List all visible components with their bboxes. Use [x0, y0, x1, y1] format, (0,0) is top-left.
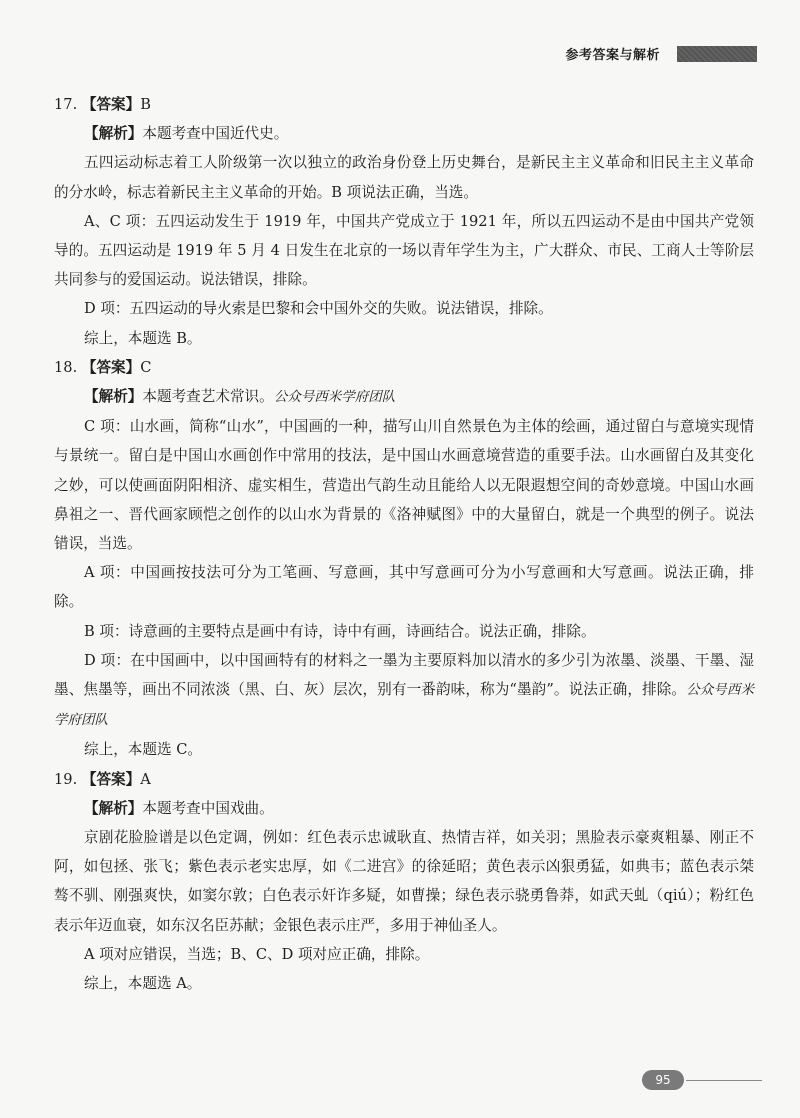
header-title: 参考答案与解析 — [565, 48, 660, 63]
q19-summary: 综上，本题选 A。 — [84, 975, 202, 993]
q18-analysis-line — [54, 382, 754, 412]
q17-analysis-line — [54, 119, 754, 148]
q18-analysis-label: 【解析】 — [84, 388, 143, 406]
q19-paragraph-1: 京剧花脸脸谱是以色定调，例如：红色表示忠诚耿直、热情吉祥，如关羽；黑脸表示豪爽粗暴、刚正不阿，如包拯、张飞；紫色表示老实忠厚，如《二进宫》的徐延昭；黄色表示凶狠勇猛，如典韦；蓝色表示桀骜不驯、刚强爽快，如窦尔敦；白色表示奸诈多疑，如曹操；绿色表示骁勇鲁莽，如武天虬（qiú）；粉红色表示年迈血衰，如东汉名臣苏献；金银色表示庄严，多用于神仙圣人。 — [54, 829, 754, 934]
q19-number: 19. — [54, 770, 78, 788]
q17-paragraph-1: 五四运动标志着工人阶级第一次以独立的政治身份登上历史舞台，是新民主主义革命和旧民主主义革命的分水岭，标志着新民主主义革命的开始。B 项说法正确，当选。 — [54, 154, 754, 201]
q18-number: 18. — [54, 358, 78, 376]
q18-paragraph-3: B 项：诗意画的主要特点是画中有诗，诗中有画，诗画结合。说法正确，排除。 — [84, 622, 596, 640]
q17-summary: 综上，本题选 B。 — [84, 329, 202, 347]
q19-analysis-label: 【解析】 — [84, 799, 143, 817]
q18-paragraph-2: A 项：中国画按技法可分为工笔画、写意画，其中写意画可分为小写意画和大写意画。说法正确，排除。 — [54, 564, 754, 611]
q17-number: 17. — [54, 96, 78, 113]
header-decoration-bar — [677, 46, 757, 62]
q19-answer: A — [140, 770, 151, 788]
q18-summary: 综上，本题选 C。 — [84, 741, 202, 759]
q18-paragraph-1: C 项：山水画，简称“山水”，中国画的一种，描写山川自然景色为主体的绘画，通过留白与意境实现情与景统一。留白是中国山水画创作中常用的技法，是中国山水画意境营造的重要手法。山水画留白及其变化之妙，可以使画面阴阳相济、虚实相生，营造出气韵生动且能给人以无限遐想空间的奇妙意境。中国山水画鼻祖之一、晋代画家顾恺之创作的以山水为背景的《洛神赋图》中的大量留白，就是一个典型的例子。说法错误，当选。 — [54, 418, 754, 553]
page-header — [0, 44, 800, 68]
q19-analysis-line — [54, 794, 754, 823]
q17-paragraph-2: A、C 项：五四运动发生于 1919 年，中国共产党成立于 1921 年，所以五四运动不是由中国共产党领导的。五四运动是 1919 年 5 月 4 日发生在北京的一场以青年学生为主，广大群众、市民、工商人士等阶层共同参与的爱国运动。说法错误，排除。 — [54, 212, 754, 289]
q17-analysis-intro: 本题考查中国近代史。 — [142, 125, 289, 143]
q19-paragraph-2: A 项对应错误，当选；B、C、D 项对应正确，排除。 — [84, 945, 430, 963]
q18-paragraph-4 — [54, 646, 754, 736]
footer-rule — [686, 1080, 762, 1081]
q19-answer-line — [54, 765, 754, 794]
answer-content — [54, 90, 754, 998]
q19-answer-label: 【答案】 — [81, 770, 141, 788]
q17-paragraph-3: D 项：五四运动的导火索是巴黎和会中国外交的失败。说法错误，排除。 — [84, 300, 553, 318]
page-number: 95 — [642, 1070, 684, 1090]
q18-answer: C — [140, 358, 152, 376]
q18-analysis-intro: 本题考查艺术常识。 — [142, 388, 274, 406]
q18-handwritten-note-2: 公众号西米学府团队 — [54, 682, 754, 729]
q17-analysis-label: 【解析】 — [84, 125, 143, 143]
page-footer — [0, 1068, 800, 1092]
q17-answer-label: 【答案】 — [81, 96, 141, 113]
q18-answer-line — [54, 353, 754, 382]
q18-paragraph-4-text: D 项：在中国画中，以中国画特有的材料之一墨为主要原料加以清水的多少引为浓墨、淡墨、干墨、湿墨、焦墨等，画出不同浓淡（黑、白、灰）层次，别有一番韵味，称为“墨韵”。说法正确，排除。 — [54, 651, 754, 699]
q19-analysis-intro: 本题考查中国戏曲。 — [142, 799, 274, 817]
q17-answer-line — [54, 90, 754, 119]
q17-answer: B — [140, 96, 151, 113]
q18-handwritten-note: 公众号西米学府团队 — [273, 389, 396, 406]
q18-answer-label: 【答案】 — [81, 358, 141, 376]
